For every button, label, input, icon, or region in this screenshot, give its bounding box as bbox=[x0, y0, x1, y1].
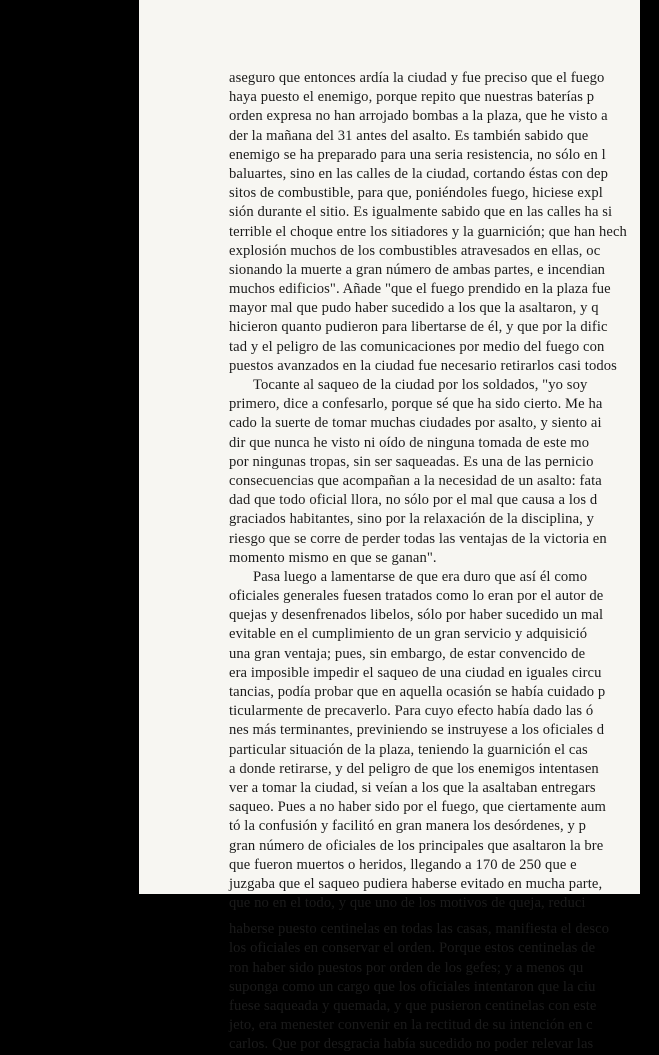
text-line: que no en el todo, y que uno de los motivos de queja, reduci bbox=[229, 895, 586, 912]
text-line: haberse puesto centinelas en todas las casas, manifiesta el desco bbox=[229, 921, 610, 938]
paragraph bbox=[229, 568, 659, 913]
text-line: nes más terminantes, previniendo se instruyese a los oficiales d bbox=[229, 722, 605, 739]
text-line: der la mañana del 31 antes del asalto. Es también sabido que bbox=[229, 127, 589, 144]
text-line: tad y el peligro de las comunicaciones por medio del fuego con bbox=[229, 338, 605, 355]
text-line: tó la confusión y facilitó en gran manera los desórdenes, y p bbox=[229, 818, 587, 835]
text-line: sión durante el sitio. Es igualmente sabido que en las calles ha si bbox=[229, 204, 613, 221]
text-line: mayor mal que pudo haber sucedido a los que la asaltaron, y q bbox=[229, 300, 599, 317]
paragraph bbox=[229, 69, 659, 376]
text-line: dir que nunca he visto ni oído de ninguna tomada de este mo bbox=[229, 434, 590, 451]
text-line: graciados habitantes, sino por la relaxación de la disciplina, y bbox=[229, 511, 595, 528]
text-line: enemigo se ha preparado para una seria resistencia, no sólo en l bbox=[229, 146, 606, 163]
text-line: Pasa luego a lamentarse de que era duro que así él como bbox=[253, 568, 588, 585]
text-line: evitable en el cumplimiento de un gran servicio y adquisició bbox=[229, 626, 588, 643]
text-line: sionando la muerte a gran número de ambas partes, e incendian bbox=[229, 261, 606, 278]
text-line: sitos de combustible, para que, poniéndoles fuego, hiciese expl bbox=[229, 185, 603, 202]
text-line: puestos avanzados en la ciudad fue necesario retirarlos casi todos bbox=[229, 357, 617, 374]
text-line: explosión muchos de los combustibles atravesados en ellas, oc bbox=[229, 242, 601, 259]
text-line: haya puesto el enemigo, porque repito que nuestras baterías p bbox=[229, 89, 595, 106]
text-line: momento mismo en que se ganan". bbox=[229, 549, 437, 566]
text-line: a donde retirarse, y del peligro de que los enemigos intentasen bbox=[229, 760, 599, 777]
text-line: cado la suerte de tomar muchas ciudades por asalto, y siento ai bbox=[229, 415, 602, 432]
text-line: consecuencias que acompañan a la necesidad de un asalto: fata bbox=[229, 472, 602, 489]
paragraph bbox=[229, 376, 659, 568]
text-line: gran número de oficiales de los principales que asaltaron la bre bbox=[229, 837, 604, 854]
text-line: jeto, era menester convenir en la rectitud de su intención en c bbox=[229, 1017, 593, 1034]
text-line: fuese saqueada y quemada, y que pusieron centinelas con este bbox=[229, 998, 597, 1014]
text-line: riesgo que se corre de perder todas las ventajas de la victoria en bbox=[229, 530, 607, 547]
text-line: que fueron muertos o heridos, llegando a 170 de 250 que e bbox=[229, 856, 577, 873]
text-line: saqueo. Pues a no haber sido por el fuego, que ciertamente aum bbox=[229, 799, 607, 816]
text-line: primero, dice a confesarlo, porque sé que ha sido cierto. Me ha bbox=[229, 396, 603, 413]
text-line: juzgaba que el saqueo pudiera haberse evitado en mucha parte, bbox=[229, 875, 603, 892]
text-line: terrible el choque entre los sitiadores y la guarnición; que han hech bbox=[229, 223, 627, 240]
text-line: los oficiales en conservar el orden. Porque estos centinelas de bbox=[229, 940, 596, 957]
text-line: particular situación de la plaza, teniendo la guarnición el cas bbox=[229, 741, 588, 758]
text-line: tancias, podía probar que en aquella ocasión se había cuidado p bbox=[229, 684, 606, 700]
text-line: era imposible impedir el saqueo de una ciudad en iguales circu bbox=[229, 664, 602, 681]
text-line: ticularmente de precaverlo. Para cuyo efecto había dado las ó bbox=[229, 703, 594, 720]
body-text bbox=[229, 69, 659, 1055]
text-line: baluartes, sino en las calles de la ciudad, cortando éstas con dep bbox=[229, 165, 609, 182]
text-line: suponga como un cargo que los oficiales intentaron que la ciu bbox=[229, 978, 596, 995]
text-line: carlos. Que por desgracia había sucedido no poder relevar las bbox=[229, 1036, 594, 1053]
text-line: ver a tomar la ciudad, si veían a los que la asaltaban entregars bbox=[229, 779, 596, 796]
text-line: hicieron quanto pudieron para libertarse de él, y que por la dific bbox=[229, 319, 608, 336]
paragraph bbox=[229, 920, 659, 1054]
text-line: dad que todo oficial llora, no sólo por el mal que causa a los d bbox=[229, 492, 598, 509]
text-line: una gran ventaja; pues, sin embargo, de estar convencido de bbox=[229, 645, 586, 662]
text-line: oficiales generales fuesen tratados como lo eran por el autor de bbox=[229, 588, 604, 605]
text-line: por ningunas tropas, sin ser saqueadas. Es una de las pernicio bbox=[229, 453, 594, 470]
text-line: orden expresa no han arrojado bombas a la plaza, que he visto a bbox=[229, 108, 608, 125]
text-line: aseguro que entonces ardía la ciudad y fue preciso que el fuego bbox=[229, 70, 605, 86]
text-line: Tocante al saqueo de la ciudad por los soldados, "yo soy bbox=[253, 377, 588, 393]
scanned-page bbox=[139, 0, 640, 1053]
text-line: quejas y desenfrenados libelos, sólo por haber sucedido un mal bbox=[229, 607, 604, 624]
text-line: muchos edificios". Añade "que el fuego prendido en la plaza fue bbox=[229, 281, 611, 298]
text-line: ron haber sido puestos por orden de los gefes; y a menos qu bbox=[229, 959, 584, 976]
